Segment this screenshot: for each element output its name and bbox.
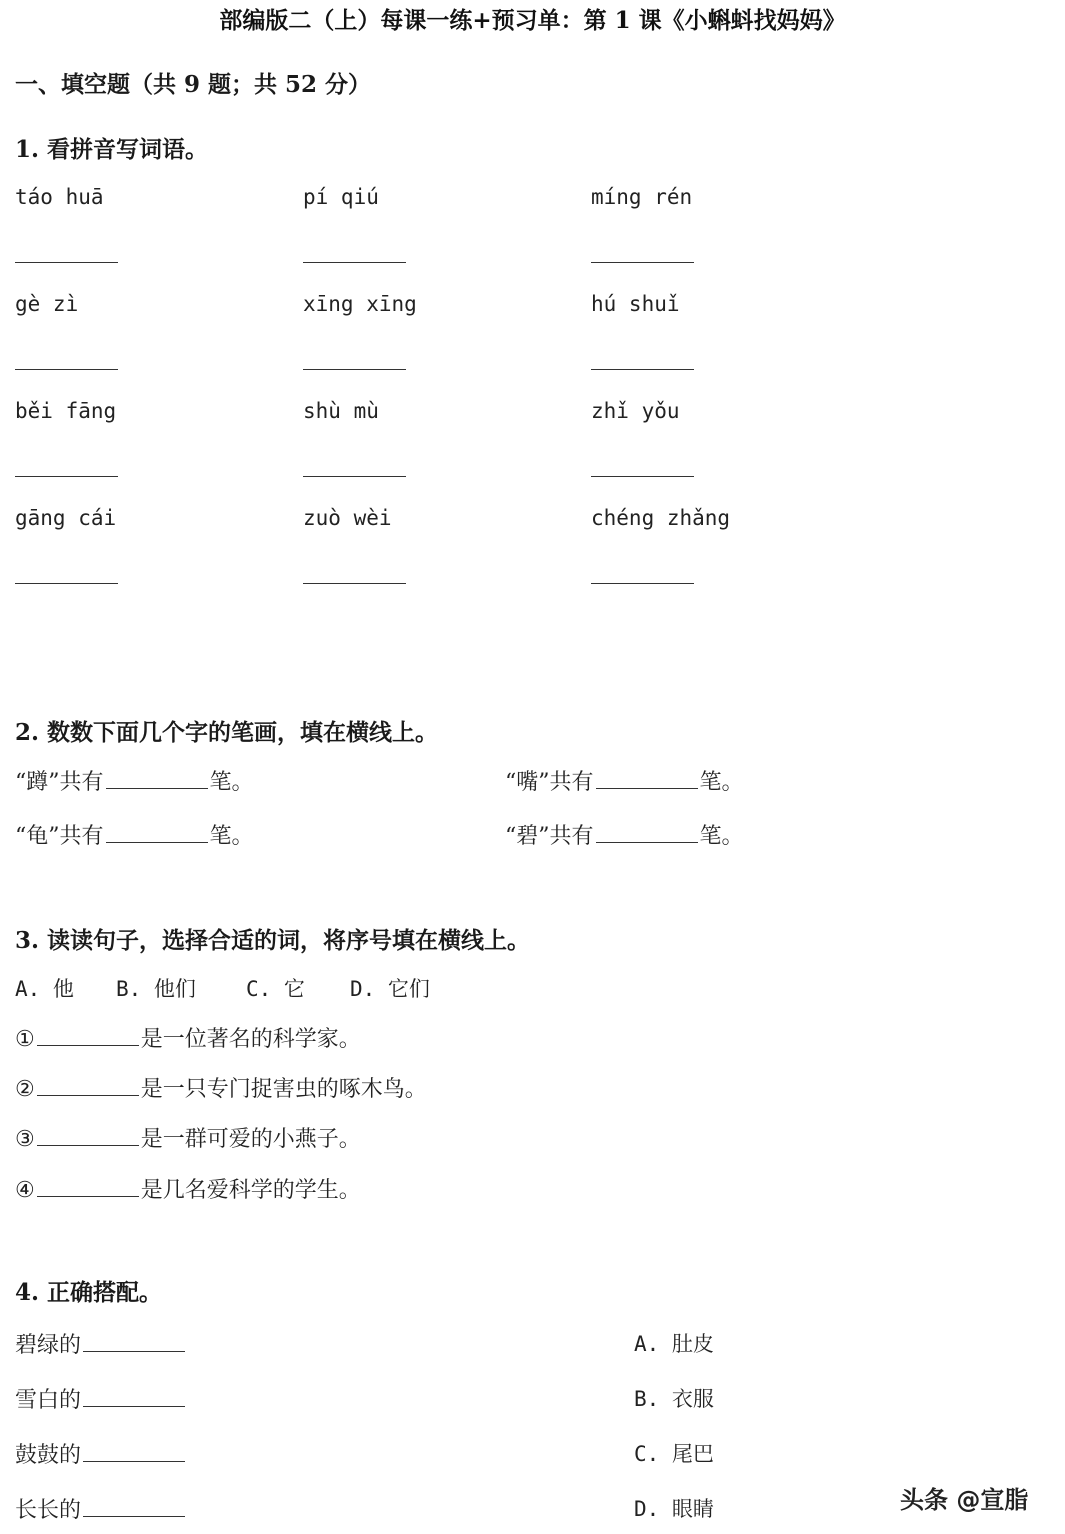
pinyin-item: pí qiú: [303, 185, 379, 209]
answer-blank[interactable]: [596, 820, 698, 843]
match-right-item: A. 肚皮: [634, 1332, 714, 1356]
stroke-count-item: [505, 765, 744, 796]
character: “蹲”: [15, 770, 60, 795]
answer-blank[interactable]: [37, 1123, 139, 1146]
answer-blank[interactable]: [15, 476, 118, 477]
match-left-item: [15, 1438, 187, 1469]
sentence-item: [15, 1173, 361, 1204]
sentence-text: 是一位著名的科学家。: [140, 1027, 361, 1052]
sentence-item: [15, 1072, 427, 1103]
label: 共有: [549, 770, 594, 795]
pinyin-item: xīng xīng: [303, 292, 417, 316]
pinyin-item: zuò wèi: [303, 506, 392, 530]
answer-blank[interactable]: [596, 766, 698, 789]
option-d: D. 它们: [350, 977, 430, 1001]
stroke-count-item: [15, 765, 254, 796]
answer-blank[interactable]: [106, 820, 208, 843]
character: “嘴”: [505, 770, 550, 795]
answer-blank[interactable]: [37, 1023, 139, 1046]
pinyin-item: gāng cái: [15, 506, 117, 530]
sentence-text: 是一只专门捉害虫的啄木鸟。: [140, 1077, 427, 1102]
answer-blank[interactable]: [83, 1384, 185, 1407]
answer-blank[interactable]: [303, 369, 406, 370]
pinyin-item: míng rén: [591, 185, 693, 209]
answer-blank[interactable]: [591, 583, 694, 584]
match-label: 雪白的: [15, 1388, 82, 1413]
sentence-number: ②: [15, 1077, 35, 1102]
sentence-number: ④: [15, 1178, 35, 1203]
answer-blank[interactable]: [83, 1494, 185, 1517]
match-right-item: D. 眼睛: [634, 1497, 714, 1521]
answer-blank[interactable]: [15, 369, 118, 370]
answer-blank[interactable]: [303, 476, 406, 477]
pinyin-item: hú shuǐ: [591, 292, 680, 316]
pinyin-item: běi fāng: [15, 399, 117, 423]
q2-heading: 2. 数数下面几个字的笔画，填在横线上。: [15, 719, 439, 746]
match-left-item: [15, 1328, 187, 1359]
label: 笔。: [209, 770, 254, 795]
answer-blank[interactable]: [591, 262, 694, 263]
pinyin-item: gè zì: [15, 292, 79, 316]
match-right-item: C. 尾巴: [634, 1442, 714, 1466]
match-left-item: [15, 1383, 187, 1414]
pinyin-item: zhǐ yǒu: [591, 399, 680, 423]
answer-blank[interactable]: [591, 369, 694, 370]
q4-heading: 4. 正确搭配。: [15, 1279, 163, 1306]
answer-blank[interactable]: [303, 583, 406, 584]
option-a: A. 他: [15, 977, 74, 1001]
section-heading: 一、填空题（共 9 题；共 52 分）: [15, 71, 372, 98]
match-label: 长长的: [15, 1498, 82, 1523]
answer-blank[interactable]: [83, 1329, 185, 1352]
character: “碧”: [505, 824, 550, 849]
pinyin-item: chéng zhǎng: [591, 506, 731, 530]
label: 共有: [549, 824, 594, 849]
answer-blank[interactable]: [106, 766, 208, 789]
sentence-item: [15, 1122, 361, 1153]
sentence-text: 是一群可爱的小燕子。: [140, 1127, 361, 1152]
label: 共有: [59, 824, 104, 849]
answer-blank[interactable]: [303, 262, 406, 263]
label: 笔。: [209, 824, 254, 849]
answer-blank[interactable]: [83, 1439, 185, 1462]
sentence-number: ①: [15, 1027, 35, 1052]
match-label: 鼓鼓的: [15, 1443, 82, 1468]
q1-heading: 1. 看拼音写词语。: [15, 136, 209, 163]
pinyin-item: táo huā: [15, 185, 104, 209]
match-right-item: B. 衣服: [634, 1387, 714, 1411]
sentence-text: 是几名爱科学的学生。: [140, 1178, 361, 1203]
label: 笔。: [699, 770, 744, 795]
answer-blank[interactable]: [37, 1073, 139, 1096]
stroke-count-item: [15, 819, 254, 850]
pinyin-item: shù mù: [303, 399, 379, 423]
character: “龟”: [15, 824, 60, 849]
label: 笔。: [699, 824, 744, 849]
answer-blank[interactable]: [37, 1174, 139, 1197]
sentence-number: ③: [15, 1127, 35, 1152]
answer-blank[interactable]: [591, 476, 694, 477]
answer-blank[interactable]: [15, 583, 118, 584]
page-title: 部编版二（上）每课一练+预习单：第 1 课《小蝌蚪找妈妈》: [219, 7, 846, 34]
sentence-item: [15, 1022, 361, 1053]
option-c: C. 它: [246, 977, 305, 1001]
q3-heading: 3. 读读句子，选择合适的词，将序号填在横线上。: [15, 927, 531, 954]
label: 共有: [59, 770, 104, 795]
watermark: 头条 @宣脂: [900, 1486, 1029, 1514]
option-b: B. 他们: [116, 977, 196, 1001]
match-left-item: [15, 1493, 187, 1524]
match-label: 碧绿的: [15, 1333, 82, 1358]
stroke-count-item: [505, 819, 744, 850]
answer-blank[interactable]: [15, 262, 118, 263]
